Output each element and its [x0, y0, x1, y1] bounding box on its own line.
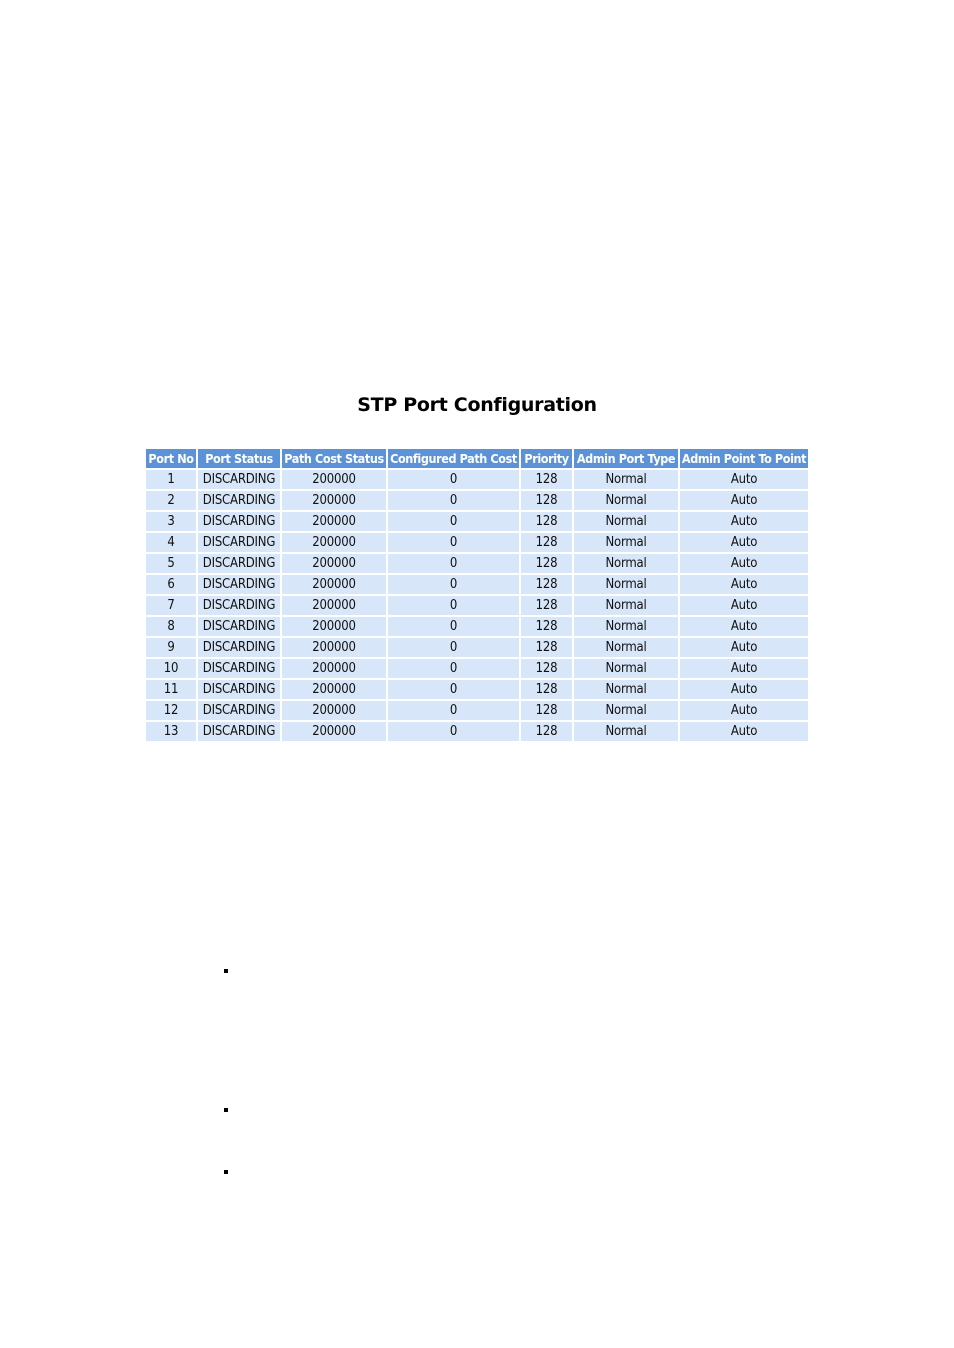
table-row: [146, 722, 808, 741]
cell-admin-point-to-point: Auto: [680, 596, 808, 615]
cell-port-no: 5: [146, 554, 196, 573]
bullet-marker: [224, 969, 228, 973]
cell-admin-port-type: Normal: [574, 638, 678, 657]
table-row: [146, 554, 808, 573]
cell-port-no: 6: [146, 575, 196, 594]
cell-configured-path-cost: 0: [388, 575, 519, 594]
cell-admin-point-to-point: Auto: [680, 575, 808, 594]
cell-admin-point-to-point: Auto: [680, 617, 808, 636]
cell-port-status: DISCARDING: [198, 638, 280, 657]
cell-configured-path-cost: 0: [388, 533, 519, 552]
cell-port-no: 2: [146, 491, 196, 510]
cell-path-cost-status: 200000: [282, 596, 386, 615]
cell-port-no: 3: [146, 512, 196, 531]
cell-priority: 128: [521, 512, 572, 531]
cell-configured-path-cost: 0: [388, 470, 519, 489]
cell-priority: 128: [521, 617, 572, 636]
table-row: [146, 533, 808, 552]
table-row: [146, 491, 808, 510]
cell-port-no: 4: [146, 533, 196, 552]
cell-admin-point-to-point: Auto: [680, 491, 808, 510]
cell-admin-port-type: Normal: [574, 596, 678, 615]
table-row: [146, 617, 808, 636]
cell-path-cost-status: 200000: [282, 575, 386, 594]
cell-configured-path-cost: 0: [388, 554, 519, 573]
cell-path-cost-status: 200000: [282, 617, 386, 636]
cell-path-cost-status: 200000: [282, 533, 386, 552]
cell-priority: 128: [521, 575, 572, 594]
cell-port-no: 9: [146, 638, 196, 657]
table-row: [146, 470, 808, 489]
cell-admin-port-type: Normal: [574, 470, 678, 489]
cell-priority: 128: [521, 491, 572, 510]
cell-path-cost-status: 200000: [282, 659, 386, 678]
cell-admin-port-type: Normal: [574, 533, 678, 552]
column-header-port-no: Port No: [146, 449, 196, 468]
table-row: [146, 512, 808, 531]
cell-admin-port-type: Normal: [574, 554, 678, 573]
cell-admin-point-to-point: Auto: [680, 659, 808, 678]
cell-admin-point-to-point: Auto: [680, 722, 808, 741]
cell-port-status: DISCARDING: [198, 491, 280, 510]
cell-path-cost-status: 200000: [282, 638, 386, 657]
cell-port-status: DISCARDING: [198, 554, 280, 573]
cell-path-cost-status: 200000: [282, 554, 386, 573]
cell-priority: 128: [521, 722, 572, 741]
cell-admin-port-type: Normal: [574, 659, 678, 678]
cell-port-status: DISCARDING: [198, 575, 280, 594]
table-row: [146, 680, 808, 699]
cell-configured-path-cost: 0: [388, 491, 519, 510]
cell-priority: 128: [521, 470, 572, 489]
table-row: [146, 575, 808, 594]
column-header-admin-point-to-point: Admin Point To Point: [681, 451, 807, 466]
table-row: [146, 701, 808, 720]
cell-path-cost-status: 200000: [282, 722, 386, 741]
column-header-priority: Priority: [521, 449, 572, 468]
cell-port-status: DISCARDING: [198, 596, 280, 615]
cell-priority: 128: [521, 596, 572, 615]
cell-configured-path-cost: 0: [388, 680, 519, 699]
cell-priority: 128: [521, 533, 572, 552]
cell-configured-path-cost: 0: [388, 512, 519, 531]
cell-port-status: DISCARDING: [198, 533, 280, 552]
cell-admin-point-to-point: Auto: [680, 701, 808, 720]
table-header-row: [146, 449, 808, 468]
cell-priority: 128: [521, 659, 572, 678]
cell-configured-path-cost: 0: [388, 659, 519, 678]
cell-port-no: 1: [146, 470, 196, 489]
cell-path-cost-status: 200000: [282, 470, 386, 489]
cell-admin-point-to-point: Auto: [680, 638, 808, 657]
column-header-path-cost-status: Path Cost Status: [282, 449, 386, 468]
cell-admin-port-type: Normal: [574, 722, 678, 741]
table-row: [146, 659, 808, 678]
stp-port-table: [144, 447, 810, 743]
cell-path-cost-status: 200000: [282, 512, 386, 531]
cell-configured-path-cost: 0: [388, 638, 519, 657]
column-header-configured-path-cost: Configured Path Cost: [388, 449, 519, 468]
cell-priority: 128: [521, 701, 572, 720]
cell-port-no: 12: [146, 701, 196, 720]
cell-admin-port-type: Normal: [574, 680, 678, 699]
cell-port-status: DISCARDING: [198, 617, 280, 636]
cell-admin-port-type: Normal: [574, 575, 678, 594]
cell-admin-port-type: Normal: [574, 491, 678, 510]
table-row: [146, 638, 808, 657]
cell-port-status: DISCARDING: [198, 701, 280, 720]
cell-admin-point-to-point: Auto: [680, 554, 808, 573]
cell-port-status: DISCARDING: [198, 512, 280, 531]
cell-admin-port-type: Normal: [574, 512, 678, 531]
table-row: [146, 596, 808, 615]
cell-configured-path-cost: 0: [388, 701, 519, 720]
cell-port-status: DISCARDING: [198, 470, 280, 489]
cell-configured-path-cost: 0: [388, 617, 519, 636]
cell-priority: 128: [521, 554, 572, 573]
cell-port-no: 10: [146, 659, 196, 678]
cell-path-cost-status: 200000: [282, 680, 386, 699]
cell-priority: 128: [521, 680, 572, 699]
cell-admin-point-to-point: Auto: [680, 470, 808, 489]
cell-path-cost-status: 200000: [282, 491, 386, 510]
cell-port-no: 7: [146, 596, 196, 615]
cell-admin-point-to-point: Auto: [680, 533, 808, 552]
page-title: STP Port Configuration: [357, 394, 597, 416]
cell-port-no: 11: [146, 680, 196, 699]
cell-admin-point-to-point: Auto: [680, 512, 808, 531]
column-header-admin-port-type: Admin Port Type: [574, 449, 678, 468]
cell-path-cost-status: 200000: [282, 701, 386, 720]
cell-configured-path-cost: 0: [388, 596, 519, 615]
cell-admin-point-to-point: Auto: [680, 680, 808, 699]
cell-port-no: 8: [146, 617, 196, 636]
cell-port-status: DISCARDING: [198, 722, 280, 741]
bullet-marker: [224, 1108, 228, 1112]
bullet-marker: [224, 1170, 228, 1174]
cell-admin-port-type: Normal: [574, 701, 678, 720]
cell-admin-port-type: Normal: [574, 617, 678, 636]
cell-port-status: DISCARDING: [198, 659, 280, 678]
cell-configured-path-cost: 0: [388, 722, 519, 741]
cell-port-no: 13: [146, 722, 196, 741]
cell-priority: 128: [521, 638, 572, 657]
cell-port-status: DISCARDING: [198, 680, 280, 699]
column-header-port-status: Port Status: [198, 449, 280, 468]
